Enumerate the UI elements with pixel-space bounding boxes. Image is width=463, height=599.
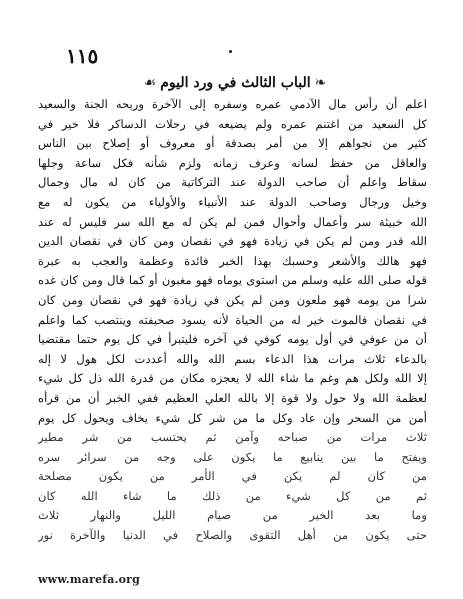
chapter-heading xyxy=(140,72,330,94)
text-line: بالدعاء ثلاث مرات هذا الدعاء بسم الله والله أعددت لكل هول لا إله xyxy=(38,351,427,366)
text-line: إلا الله ولكل هم وغم ما شاء الله لا يعجزه مكان من قدرة الله ذل كل شيء xyxy=(38,371,427,386)
text-line: حتى يكون من أهل التقوى والصلاح في الدنيا والآخرة نور xyxy=(38,528,427,543)
text-line: ويفتح ما بين ينابيع ما يكون على وجه من سرائر سره xyxy=(38,449,427,464)
ornament-left-icon: ☙ xyxy=(143,75,157,91)
text-line: شرا من يومه فهو ملعون ومن لم يكن في زيادة فهو في نقصان ومن كان xyxy=(38,292,427,307)
text-line: وما بعد الخير من صيام الليل والنهار ثلاث xyxy=(38,508,427,523)
text-line: فهو هالك والأشعر وحسبك بهذا الخبر فائدة وعظمة والعجب به عبرة xyxy=(38,253,427,268)
text-line: سقاط واعلم أن صاحب الدولة عند التركاتية من كان له مال وجمال xyxy=(38,175,427,190)
text-line: ثلاث مرات من صباحه وآمن ثم يحتسب من شر مطير xyxy=(38,430,427,445)
ornament-right-icon: ❧ xyxy=(314,75,327,91)
body-text xyxy=(38,95,427,546)
text-line: من كان لم يكن في الأمر من يكون مصلحة xyxy=(38,469,427,484)
text-line: وخيل ورجال وصاحب الدولة عند الأنبياء والأولياء من يكون له مع xyxy=(38,194,427,209)
chapter-title: الباب الثالث في ورد اليوم xyxy=(160,75,311,91)
footer-url: www.marefa.org xyxy=(38,573,141,586)
text-line: اعلم أن رأس مال الآدمي عمره وسفره إلى الآخرة وربحه الجنة والسعيد xyxy=(38,97,427,111)
page-number: ١١٥ xyxy=(66,44,99,68)
text-line: والعاقل من حفظ لسانه وعرف زمانه ولزم شأنه فكل ساعة وجلها xyxy=(38,155,427,170)
text-line: في نقصان فالموت خير له من الحياة لأنه يسود صحيفته وينتصب كما واعلم xyxy=(38,312,427,327)
text-line: لعظمة الله ولا حول ولا قوة إلا بالله العلي العظيم ففي الخبر أن من قرأه xyxy=(38,390,427,405)
ink-dot xyxy=(229,50,232,53)
text-line: كل السعيد من اغتنم عمره ولم يضيعه في رحلات الدساكر فلا خير في xyxy=(38,116,427,131)
text-line: الله قدر ومن لم يكن في زيادة فهو في نقصان ومن كان في نقصان الدين xyxy=(38,234,427,249)
text-line: أمن من السحر وإن عاد وكل ما من شر كل شيء يخاف ويحول كل يوم xyxy=(38,410,427,425)
text-line: الله خبيئة سر وأعمال وأحوال فمن لم يكن له مع الله سر فليس له عند xyxy=(38,214,427,229)
text-line: كثير من نجواهم إلا من أمر بصدقة أو معروف أو إصلاح بين الناس xyxy=(38,136,427,151)
text-line: أن من عوفي في أول يومه كوفي في آخره فليتبرأ في كل يوم حتما مقتضيا xyxy=(38,332,427,347)
text-line: ثم من كل شيء من ذلك ما شاء الله كان xyxy=(38,488,427,503)
text-line: قوله صلى الله عليه وسلم من استوى يوماه فهو مغبون أو كما قال ومن كان غده xyxy=(38,273,427,288)
